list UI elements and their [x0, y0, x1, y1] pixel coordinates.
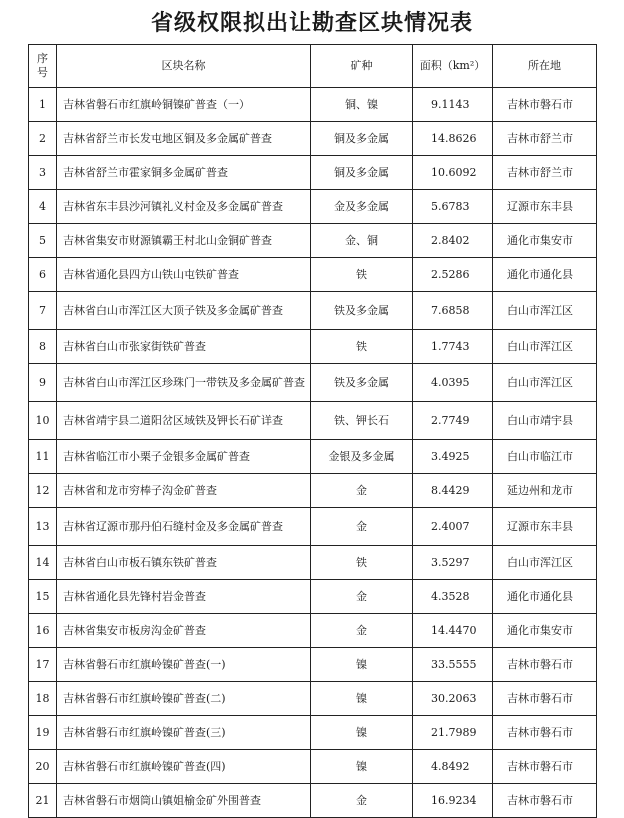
cell-area: 3.5297	[413, 546, 493, 580]
cell-mineral: 铁	[311, 546, 413, 580]
table-row	[29, 716, 597, 750]
header-area: 面积（km²）	[413, 45, 493, 88]
cell-seq: 3	[29, 156, 57, 190]
cell-mineral: 金	[311, 474, 413, 508]
table-row	[29, 258, 597, 292]
cell-mineral: 金	[311, 580, 413, 614]
cell-name: 吉林省辽源市那丹伯石缝村金及多金属矿普查	[57, 508, 311, 546]
cell-location: 吉林市磐石市	[493, 648, 597, 682]
cell-location: 白山市浑江区	[493, 546, 597, 580]
cell-location: 通化市集安市	[493, 224, 597, 258]
table-row	[29, 440, 597, 474]
cell-seq: 19	[29, 716, 57, 750]
cell-location: 吉林市磐石市	[493, 750, 597, 784]
cell-area: 4.3528	[413, 580, 493, 614]
cell-area: 14.4470	[413, 614, 493, 648]
page-title: 省级权限拟出让勘查区块情况表	[150, 10, 473, 36]
header-location: 所在地	[493, 45, 597, 88]
cell-seq: 16	[29, 614, 57, 648]
table-row	[29, 330, 597, 364]
table-row	[29, 364, 597, 402]
cell-location: 白山市靖宇县	[493, 402, 597, 440]
cell-seq: 10	[29, 402, 57, 440]
cell-mineral: 铁及多金属	[311, 364, 413, 402]
table-header-row	[29, 45, 597, 88]
header-name: 区块名称	[57, 45, 311, 88]
table-row	[29, 750, 597, 784]
cell-location: 吉林市磐石市	[493, 784, 597, 818]
cell-seq: 21	[29, 784, 57, 818]
cell-name: 吉林省磐石市烟筒山镇姐榆金矿外围普查	[57, 784, 311, 818]
blocks-table	[28, 44, 597, 818]
cell-location: 白山市临江市	[493, 440, 597, 474]
cell-area: 2.4007	[413, 508, 493, 546]
cell-mineral: 金	[311, 784, 413, 818]
cell-name: 吉林省磐石市红旗岭镍矿普查(三)	[57, 716, 311, 750]
cell-name: 吉林省集安市财源镇霸王村北山金铜矿普查	[57, 224, 311, 258]
cell-location: 吉林市舒兰市	[493, 122, 597, 156]
cell-seq: 1	[29, 88, 57, 122]
cell-seq: 15	[29, 580, 57, 614]
cell-location: 吉林市舒兰市	[493, 156, 597, 190]
table-row	[29, 292, 597, 330]
cell-mineral: 镍	[311, 716, 413, 750]
cell-mineral: 镍	[311, 648, 413, 682]
cell-area: 10.6092	[413, 156, 493, 190]
cell-mineral: 金、铜	[311, 224, 413, 258]
cell-seq: 5	[29, 224, 57, 258]
cell-mineral: 金及多金属	[311, 190, 413, 224]
cell-seq: 13	[29, 508, 57, 546]
cell-name: 吉林省白山市浑江区珍珠门一带铁及多金属矿普查	[57, 364, 311, 402]
cell-mineral: 镍	[311, 682, 413, 716]
cell-name: 吉林省磐石市红旗岭镍矿普查(一)	[57, 648, 311, 682]
cell-mineral: 金	[311, 614, 413, 648]
cell-seq: 20	[29, 750, 57, 784]
cell-seq: 6	[29, 258, 57, 292]
cell-name: 吉林省白山市浑江区大顶子铁及多金属矿普查	[57, 292, 311, 330]
cell-area: 1.7743	[413, 330, 493, 364]
cell-location: 通化市通化县	[493, 580, 597, 614]
table-row	[29, 784, 597, 818]
cell-area: 7.6858	[413, 292, 493, 330]
table-row	[29, 614, 597, 648]
cell-mineral: 铁	[311, 258, 413, 292]
table-row	[29, 190, 597, 224]
cell-location: 辽源市东丰县	[493, 508, 597, 546]
cell-name: 吉林省集安市板房沟金矿普查	[57, 614, 311, 648]
cell-location: 通化市通化县	[493, 258, 597, 292]
cell-name: 吉林省磐石市红旗岭镍矿普查(四)	[57, 750, 311, 784]
header-seq-line2: 号	[37, 66, 48, 79]
cell-name: 吉林省白山市板石镇东铁矿普查	[57, 546, 311, 580]
cell-name: 吉林省磐石市红旗岭铜镍矿普查（一）	[57, 88, 311, 122]
cell-name: 吉林省通化县四方山铁山屯铁矿普查	[57, 258, 311, 292]
cell-location: 吉林市磐石市	[493, 88, 597, 122]
cell-location: 白山市浑江区	[493, 330, 597, 364]
cell-area: 33.5555	[413, 648, 493, 682]
cell-mineral: 铁及多金属	[311, 292, 413, 330]
table-row	[29, 648, 597, 682]
cell-area: 16.9234	[413, 784, 493, 818]
cell-area: 4.0395	[413, 364, 493, 402]
table-body	[29, 88, 597, 818]
cell-mineral: 铜及多金属	[311, 122, 413, 156]
cell-mineral: 铜、镍	[311, 88, 413, 122]
cell-seq: 9	[29, 364, 57, 402]
table-row	[29, 682, 597, 716]
cell-area: 30.2063	[413, 682, 493, 716]
cell-location: 延边州和龙市	[493, 474, 597, 508]
cell-area: 2.7749	[413, 402, 493, 440]
cell-seq: 14	[29, 546, 57, 580]
cell-mineral: 铜及多金属	[311, 156, 413, 190]
cell-area: 8.4429	[413, 474, 493, 508]
cell-area: 5.6783	[413, 190, 493, 224]
table-row	[29, 546, 597, 580]
cell-mineral: 金银及多金属	[311, 440, 413, 474]
table-row	[29, 474, 597, 508]
cell-seq: 7	[29, 292, 57, 330]
cell-area: 2.8402	[413, 224, 493, 258]
cell-location: 白山市浑江区	[493, 364, 597, 402]
cell-location: 通化市集安市	[493, 614, 597, 648]
cell-area: 21.7989	[413, 716, 493, 750]
cell-seq: 11	[29, 440, 57, 474]
table-row	[29, 402, 597, 440]
cell-mineral: 镍	[311, 750, 413, 784]
table-row	[29, 122, 597, 156]
cell-area: 2.5286	[413, 258, 493, 292]
cell-seq: 8	[29, 330, 57, 364]
table-row	[29, 508, 597, 546]
header-mineral: 矿种	[311, 45, 413, 88]
cell-area: 9.1143	[413, 88, 493, 122]
table-row	[29, 580, 597, 614]
cell-location: 吉林市磐石市	[493, 682, 597, 716]
table-row	[29, 224, 597, 258]
header-seq	[29, 45, 57, 88]
cell-name: 吉林省通化县先锋村岩金普查	[57, 580, 311, 614]
cell-seq: 4	[29, 190, 57, 224]
cell-name: 吉林省靖宇县二道阳岔区域铁及钾长石矿详查	[57, 402, 311, 440]
cell-location: 辽源市东丰县	[493, 190, 597, 224]
table-row	[29, 88, 597, 122]
cell-mineral: 铁、钾长石	[311, 402, 413, 440]
cell-seq: 2	[29, 122, 57, 156]
cell-area: 4.8492	[413, 750, 493, 784]
table-row	[29, 156, 597, 190]
cell-name: 吉林省舒兰市霍家铜多金属矿普查	[57, 156, 311, 190]
cell-location: 白山市浑江区	[493, 292, 597, 330]
cell-seq: 18	[29, 682, 57, 716]
cell-name: 吉林省白山市张家街铁矿普查	[57, 330, 311, 364]
cell-seq: 12	[29, 474, 57, 508]
cell-name: 吉林省东丰县沙河镇礼义村金及多金属矿普查	[57, 190, 311, 224]
header-seq-line1: 序	[37, 52, 48, 65]
cell-name: 吉林省临江市小栗子金银多金属矿普查	[57, 440, 311, 474]
cell-name: 吉林省和龙市穷棒子沟金矿普查	[57, 474, 311, 508]
cell-mineral: 金	[311, 508, 413, 546]
cell-seq: 17	[29, 648, 57, 682]
cell-area: 3.4925	[413, 440, 493, 474]
cell-location: 吉林市磐石市	[493, 716, 597, 750]
cell-area: 14.8626	[413, 122, 493, 156]
cell-name: 吉林省磐石市红旗岭镍矿普查(二)	[57, 682, 311, 716]
cell-mineral: 铁	[311, 330, 413, 364]
cell-name: 吉林省舒兰市长发屯地区铜及多金属矿普查	[57, 122, 311, 156]
